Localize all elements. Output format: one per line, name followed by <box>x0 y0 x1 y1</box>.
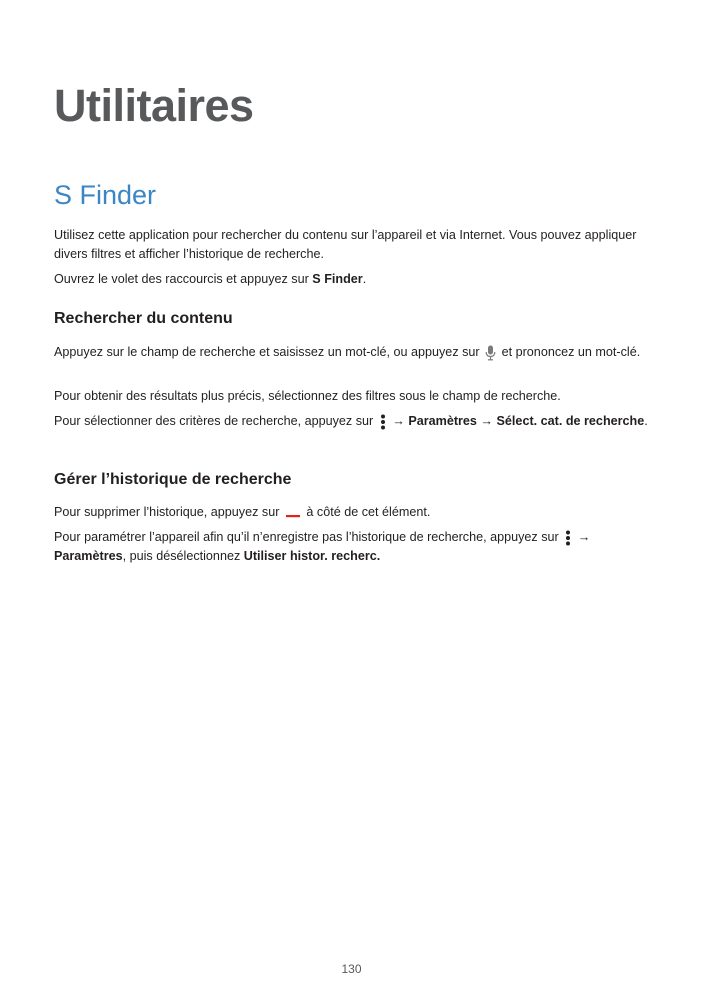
open-end: . <box>362 272 367 286</box>
subtitle-history: Gérer l’historique de recherche <box>54 471 292 488</box>
search-p3-bold-select-cat: Sélect. cat. de recherche <box>496 414 645 428</box>
more-options-icon <box>564 530 572 546</box>
open-bold-sfinder: S Finder <box>312 272 363 286</box>
search-paragraph-1 <box>54 343 650 362</box>
history-p1-end: à côté de cet élément. <box>302 505 431 519</box>
history-paragraph-1 <box>54 503 650 522</box>
history-p2-start: Pour paramétrer l’appareil afin qu’il n’enregistre pas l’historique de recherche, appuyez sur <box>54 530 563 544</box>
history-p2-arrow: → <box>574 530 591 544</box>
history-paragraph-2 <box>54 528 650 566</box>
search-p1-start: Appuyez sur le champ de recherche et saisissez un mot-clé, ou appuyez sur <box>54 345 484 359</box>
subtitle-search: Rechercher du contenu <box>54 310 233 327</box>
search-p3-end: . <box>644 414 648 428</box>
search-paragraph-2: Pour obtenir des résultats plus précis, sélectionnez des filtres sous le champ de recherche. <box>54 389 561 403</box>
search-paragraph-3 <box>54 412 650 431</box>
page-number: 130 <box>341 962 362 976</box>
microphone-icon <box>485 345 496 361</box>
search-p3-arrow-2: → <box>476 414 497 428</box>
more-options-icon <box>379 414 387 430</box>
history-p2-bold-parametres: Paramètres <box>54 549 123 563</box>
section-title-s-finder: S Finder <box>54 180 157 210</box>
search-p1-end: et prononcez un mot-clé. <box>498 345 641 359</box>
page-title: Utilitaires <box>54 80 254 131</box>
search-p3-start: Pour sélectionner des critères de recherche, appuyez sur <box>54 414 377 428</box>
intro-paragraph: Utilisez cette application pour rechercher du contenu sur l’appareil et via Internet. Vous pouvez appliquer divers filtres et afficher l’historique de recherche. <box>54 228 637 261</box>
remove-minus-icon <box>285 508 301 518</box>
history-p2-mid: , puis désélectionnez <box>122 549 244 563</box>
open-instruction <box>54 270 650 289</box>
search-p3-bold-parametres: Paramètres <box>408 414 477 428</box>
search-p3-arrow-1: → <box>388 414 409 428</box>
history-p1-start: Pour supprimer l’historique, appuyez sur <box>54 505 283 519</box>
open-text: Ouvrez le volet des raccourcis et appuyez sur <box>54 272 313 286</box>
history-p2-bold-utiliser: Utiliser histor. recherc. <box>243 549 381 563</box>
